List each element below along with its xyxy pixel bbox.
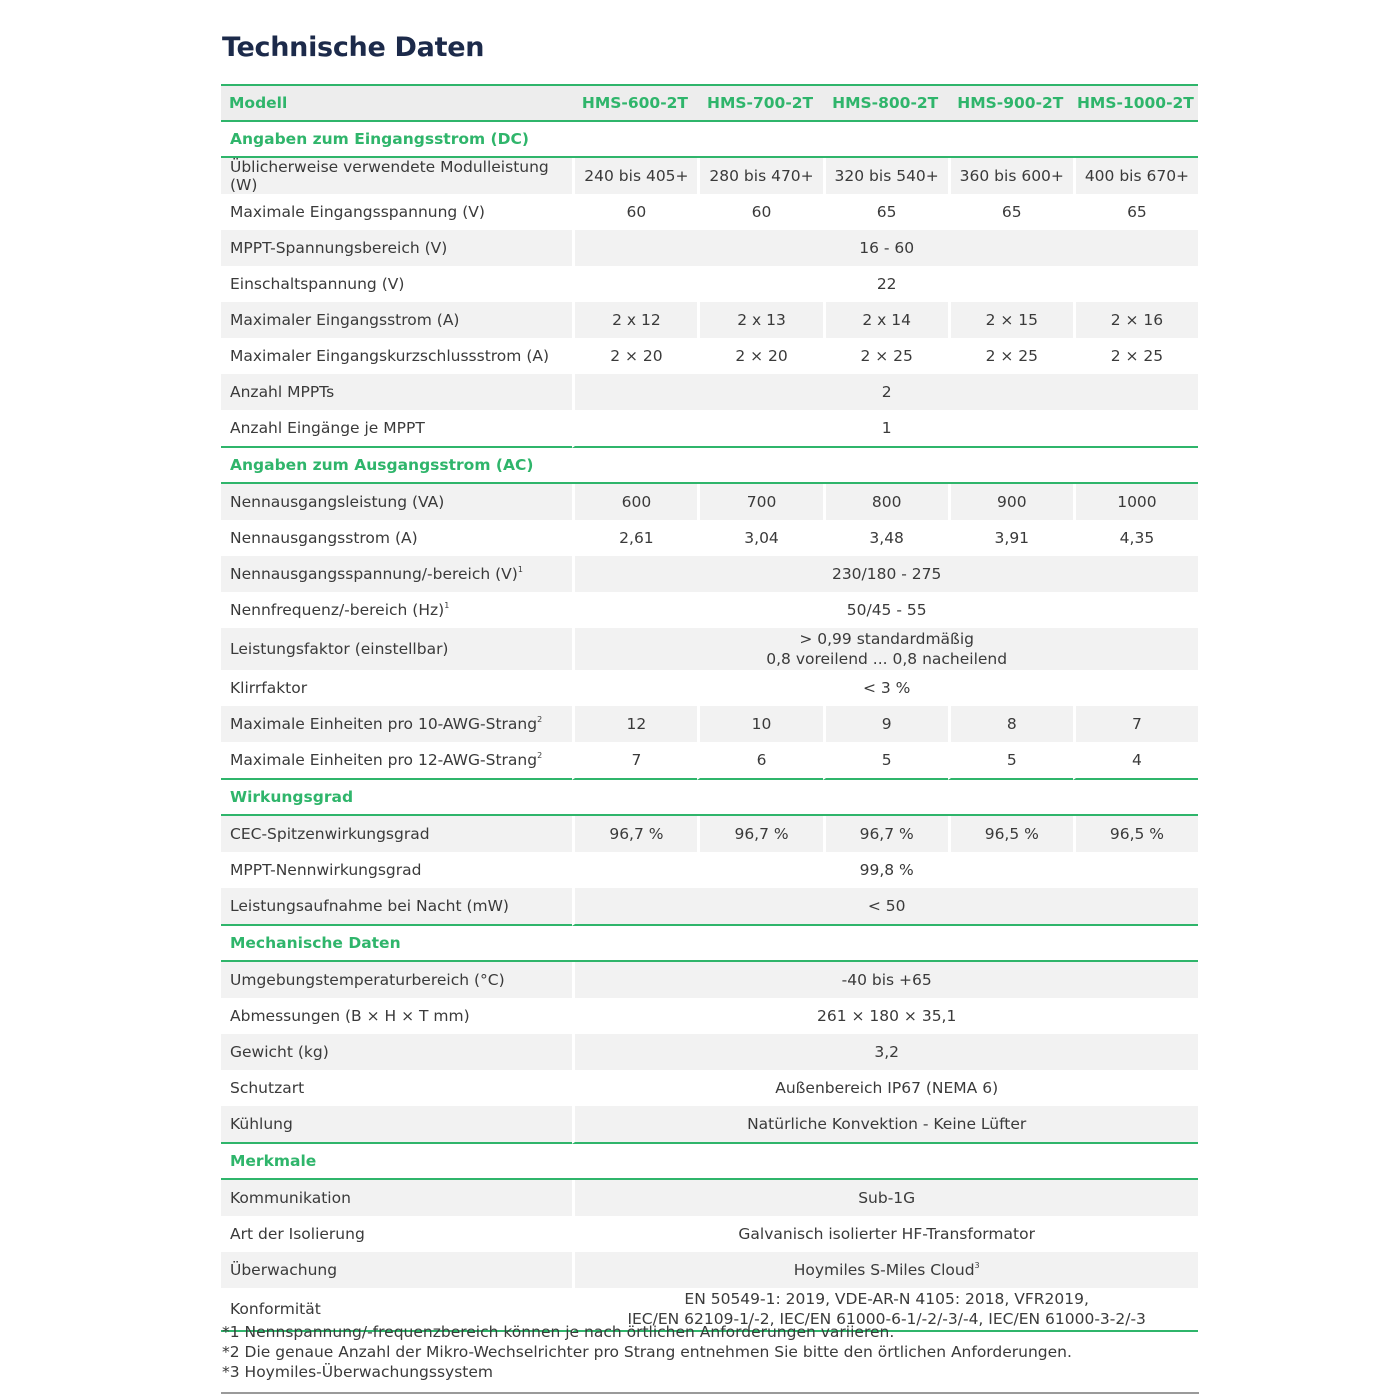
row-label: Anzahl Eingänge je MPPT (221, 410, 572, 448)
section-title: Mechanische Daten (221, 926, 1198, 962)
table-row (221, 706, 1198, 742)
cell-value: 240 bis 405+ (572, 158, 697, 194)
cell-value: 4,35 (1073, 520, 1198, 556)
model-name: HMS-1000-2T (1073, 84, 1198, 122)
cell-value: 60 (572, 194, 697, 230)
row-label: Klirrfaktor (230, 679, 308, 697)
row-label: Abmessungen (B × H × T mm) (230, 1007, 470, 1025)
section-header-dc (221, 122, 1198, 158)
cell-value: 7 (1073, 706, 1198, 742)
row-label-text: Maximale Einheiten pro 12-AWG-Strang (230, 751, 538, 769)
cell-value: 320 bis 540+ (823, 158, 948, 194)
cell-value: 3,04 (697, 520, 822, 556)
cell-value: 900 (948, 484, 1073, 520)
section-header-ac (221, 448, 1198, 484)
cell-value: 3,2 (572, 1034, 1198, 1070)
cell-value (572, 1252, 1198, 1288)
cell-value: < 50 (572, 888, 1198, 926)
section-title: Angaben zum Ausgangsstrom (AC) (221, 448, 1198, 484)
section-header-mechanical (221, 926, 1198, 962)
table-row (221, 410, 1198, 448)
table-row (221, 556, 1198, 592)
row-label: Schutzart (230, 1079, 305, 1097)
table-row (221, 302, 1198, 338)
cell-value: 50/45 - 55 (572, 592, 1198, 628)
cell-value: Galvanisch isolierter HF-Transformator (572, 1216, 1198, 1252)
row-label: Üblicherweise verwendete Modulleistung (W) (221, 158, 572, 194)
cell-value: 360 bis 600+ (948, 158, 1073, 194)
cell-value: Außenbereich IP67 (NEMA 6) (572, 1070, 1198, 1106)
cell-value: Natürliche Konvektion - Keine Lüfter (572, 1106, 1198, 1144)
cell-value: 7 (572, 742, 697, 780)
row-label: Maximaler Eingangskurzschlussstrom (A) (230, 347, 550, 365)
section-title: Merkmale (221, 1144, 1198, 1180)
cell-value-line: IEC/EN 62109-1/-2, IEC/EN 61000-6-1/-2/-3/-4, IEC/EN 61000-3-2/-3 (627, 1310, 1146, 1328)
row-label (221, 556, 572, 592)
cell-value: < 3 % (572, 670, 1198, 706)
cell-value: 96,5 % (1073, 816, 1198, 852)
cell-value: 3,91 (948, 520, 1073, 556)
cell-value: 600 (572, 484, 697, 520)
table-row (221, 742, 1198, 780)
cell-value: 2 (572, 374, 1198, 410)
section-title: Wirkungsgrad (221, 780, 1198, 816)
cell-value-line: EN 50549-1: 2019, VDE-AR-N 4105: 2018, VFR2019, (684, 1290, 1089, 1308)
cell-value: 8 (948, 706, 1073, 742)
cell-value: 800 (823, 484, 948, 520)
cell-value: 261 × 180 × 35,1 (572, 998, 1198, 1034)
cell-value-line: 0,8 voreilend ... 0,8 nacheilend (766, 650, 1008, 668)
cell-value: 99,8 % (572, 852, 1198, 888)
table-row (221, 1034, 1198, 1070)
table-row (221, 962, 1198, 998)
model-header-row (221, 84, 1198, 122)
table-row (221, 1252, 1198, 1288)
row-label: Maximaler Eingangsstrom (A) (221, 302, 572, 338)
spec-table (221, 84, 1198, 1332)
table-row (221, 338, 1198, 374)
table-row (221, 888, 1198, 926)
cell-value (572, 628, 1198, 670)
row-label: Einschaltspannung (V) (230, 275, 405, 293)
footnote-marker: 1 (444, 601, 450, 610)
footnote-marker: 2 (537, 715, 543, 724)
row-label-text: Nennausgangsspannung/-bereich (V) (230, 565, 518, 583)
section-title: Angaben zum Eingangsstrom (DC) (221, 122, 1198, 158)
row-label: Überwachung (221, 1252, 572, 1288)
cell-value: 2 × 25 (948, 338, 1073, 374)
cell-value: 5 (823, 742, 948, 780)
section-header-features (221, 1144, 1198, 1180)
row-label: Anzahl MPPTs (221, 374, 572, 410)
row-label: MPPT-Nennwirkungsgrad (230, 861, 422, 879)
cell-value: 5 (948, 742, 1073, 780)
footnote-marker: 2 (537, 751, 543, 760)
table-row (221, 1070, 1198, 1106)
cell-value: 65 (1073, 194, 1198, 230)
row-label: Leistungsaufnahme bei Nacht (mW) (221, 888, 572, 926)
model-name: HMS-800-2T (823, 84, 948, 122)
cell-value: 6 (697, 742, 822, 780)
table-row (221, 816, 1198, 852)
cell-value: 1 (572, 410, 1198, 448)
row-label: Gewicht (kg) (221, 1034, 572, 1070)
table-row (221, 1180, 1198, 1216)
cell-value: 2 × 20 (697, 338, 822, 374)
row-label-text: Nennfrequenz/-bereich (Hz) (230, 601, 445, 619)
row-label: Konformität (221, 1288, 572, 1332)
cell-value: 96,7 % (823, 816, 948, 852)
table-row (221, 852, 1198, 888)
cell-value: 2 x 12 (572, 302, 697, 338)
row-label (221, 706, 572, 742)
table-row (221, 230, 1198, 266)
model-name: HMS-900-2T (948, 84, 1073, 122)
row-label (221, 592, 572, 628)
cell-value: 65 (823, 194, 948, 230)
table-row (221, 266, 1198, 302)
row-label: Umgebungstemperaturbereich (°C) (221, 962, 572, 998)
footnote-marker: 3 (974, 1261, 980, 1270)
cell-value: 230/180 - 275 (572, 556, 1198, 592)
row-label: MPPT-Spannungsbereich (V) (221, 230, 572, 266)
cell-value: 700 (697, 484, 822, 520)
row-label: Leistungsfaktor (einstellbar) (221, 628, 572, 670)
cell-value: 9 (823, 706, 948, 742)
cell-value: 2 x 13 (697, 302, 822, 338)
model-header-label: Modell (221, 84, 572, 122)
cell-value: 60 (697, 194, 822, 230)
cell-value: 2 × 16 (1073, 302, 1198, 338)
row-label: Maximale Eingangsspannung (V) (230, 203, 485, 221)
table-row (221, 592, 1198, 628)
cell-value: 400 bis 670+ (1073, 158, 1198, 194)
cell-value: 22 (572, 266, 1198, 302)
table-row (221, 374, 1198, 410)
cell-value: 2 × 25 (1073, 338, 1198, 374)
table-row (221, 484, 1198, 520)
table-row (221, 670, 1198, 706)
row-label: Kommunikation (221, 1180, 572, 1216)
bottom-divider (221, 1392, 1199, 1394)
row-label: CEC-Spitzenwirkungsgrad (221, 816, 572, 852)
cell-value: 65 (948, 194, 1073, 230)
cell-value: 2 × 25 (823, 338, 948, 374)
section-header-efficiency (221, 780, 1198, 816)
footnotes (222, 1322, 1198, 1382)
cell-value: 2,61 (572, 520, 697, 556)
cell-value: 2 x 14 (823, 302, 948, 338)
footnote: *2 Die genaue Anzahl der Mikro-Wechselrichter pro Strang entnehmen Sie bitte den örtlichen Anforderungen. (222, 1343, 1072, 1361)
model-name: HMS-600-2T (572, 84, 697, 122)
table-row (221, 1216, 1198, 1252)
cell-value: -40 bis +65 (572, 962, 1198, 998)
cell-value: 2 × 20 (572, 338, 697, 374)
footnote-marker: 1 (517, 565, 523, 574)
table-row (221, 628, 1198, 670)
table-row (221, 158, 1198, 194)
cell-value: 96,7 % (697, 816, 822, 852)
cell-value: 4 (1073, 742, 1198, 780)
row-label: Nennausgangsleistung (VA) (221, 484, 572, 520)
footnote: *1 Nennspannung/-frequenzbereich können je nach örtlichen Anforderungen variieren. (222, 1323, 895, 1341)
cell-value: 280 bis 470+ (697, 158, 822, 194)
row-label-text: Maximale Einheiten pro 10-AWG-Strang (230, 715, 538, 733)
cell-value: 2 × 15 (948, 302, 1073, 338)
cell-value-line: > 0,99 standardmäßig (799, 630, 974, 648)
cell-value: 12 (572, 706, 697, 742)
cell-value: Sub-1G (572, 1180, 1198, 1216)
table-row (221, 520, 1198, 556)
table-row (221, 1106, 1198, 1144)
table-row (221, 998, 1198, 1034)
row-label (221, 742, 572, 780)
table-row (221, 194, 1198, 230)
cell-value: 3,48 (823, 520, 948, 556)
row-label: Kühlung (221, 1106, 572, 1144)
page-title: Technische Daten (222, 32, 485, 63)
row-label: Nennausgangsstrom (A) (230, 529, 418, 547)
cell-value: 1000 (1073, 484, 1198, 520)
row-label: Art der Isolierung (230, 1225, 365, 1243)
cell-value: 16 - 60 (572, 230, 1198, 266)
cell-value: 96,7 % (572, 816, 697, 852)
model-name: HMS-700-2T (697, 84, 822, 122)
cell-value: 96,5 % (948, 816, 1073, 852)
cell-value: 10 (697, 706, 822, 742)
footnote: *3 Hoymiles-Überwachungssystem (222, 1363, 493, 1381)
cell-value-text: Hoymiles S-Miles Cloud (793, 1261, 975, 1279)
